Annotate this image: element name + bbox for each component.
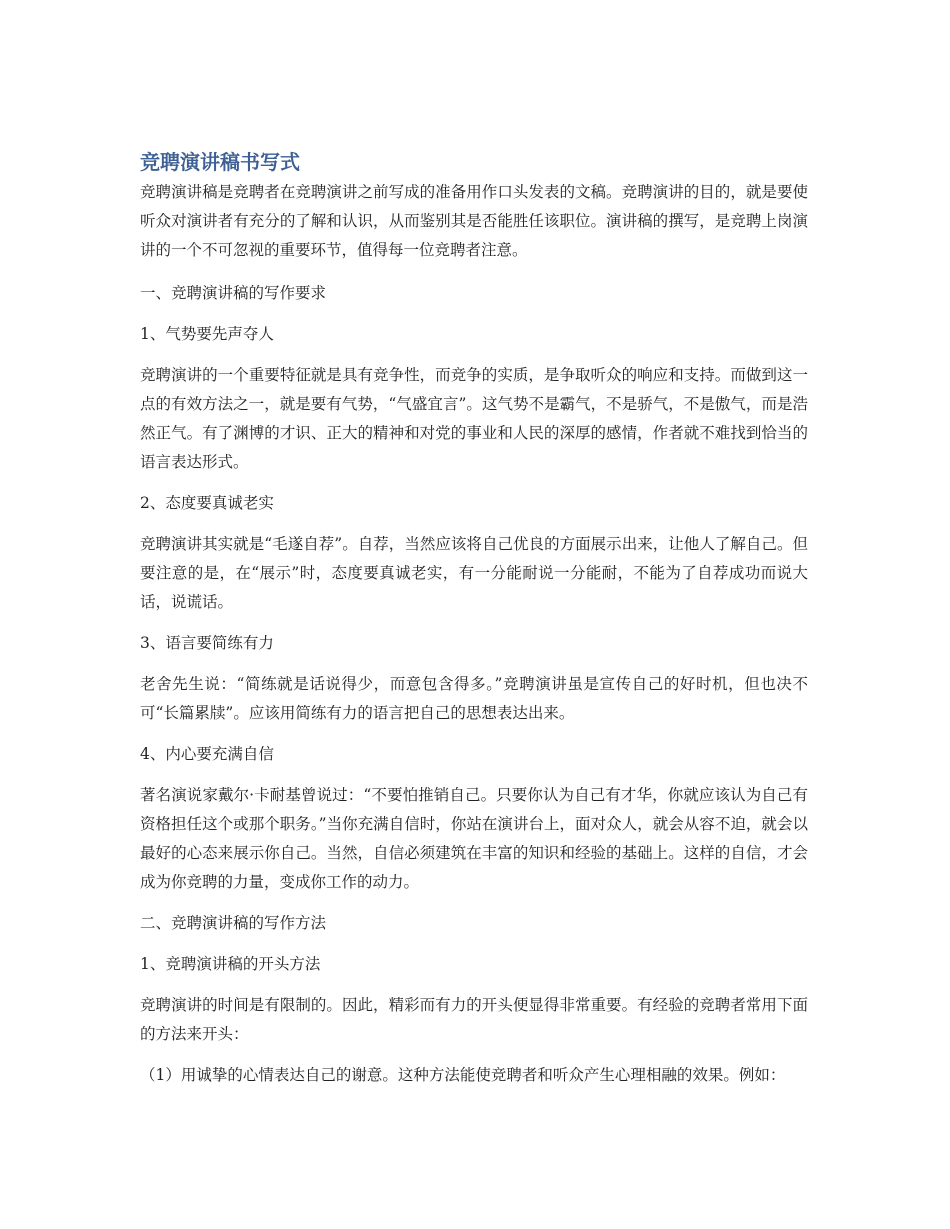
requirement-1-body: 竞聘演讲的一个重要特征就是具有竞争性，而竞争的实质，是争取听众的响应和支持。而做到这一点的有效方法之一，就是要有气势，“气盛宜言”。这气势不是霸气，不是骄气，不是傲气，而是浩然正气。有了渊博的才识、正大的精神和对党的事业和人民的深厚的感情，作者就不难找到恰当的语言表达形式。 [140,366,808,471]
section-2-heading: 二、竞聘演讲稿的写作方法 [140,914,327,932]
document-page [140,148,808,1102]
intro-paragraph: 竞聘演讲稿是竞聘者在竞聘演讲之前写成的准备用作口头发表的文稿。竞聘演讲的目的，就是要使听众对演讲者有充分的了解和认识，从而鉴别其是否能胜任该职位。演讲稿的撰写，是竞聘上岗演讲的一个不可忽视的重要环节，值得每一位竞聘者注意。 [140,183,808,259]
requirement-2-body: 竞聘演讲其实就是“毛遂自荐”。自荐，当然应该将自己优良的方面展示出来，让他人了解自己。但要注意的是，在“展示”时，态度要真诚老实，有一分能耐说一分能耐，不能为了自荐成功而说大话，说谎话。 [140,535,808,611]
opening-method-point-1: （1）用诚挚的心情表达自己的谢意。这种方法能使竞聘者和听众产生心理相融的效果。例如： [140,1066,786,1084]
opening-method-body: 竞聘演讲的时间是有限制的。因此，精彩而有力的开头便显得非常重要。有经验的竞聘者常用下面的方法来开头： [140,996,808,1043]
requirement-3-heading: 3、语言要简练有力 [140,634,274,652]
requirement-3-body: 老舍先生说：“简练就是话说得少，而意包含得多。”竞聘演讲虽是宣传自己的好时机，但也决不可“长篇累牍”。应该用简练有力的语言把自己的思想表达出来。 [140,675,808,722]
requirement-2-heading: 2、态度要真诚老实 [140,494,274,512]
opening-method-heading: 1、竞聘演讲稿的开头方法 [140,955,321,973]
requirement-4-body: 著名演说家戴尔·卡耐基曾说过：“不要怕推销自己。只要你认为自己有才华，你就应该认为自己有资格担任这个或那个职务。”当你充满自信时，你站在演讲台上，面对众人，就会从容不迫，就会以最好的心态来展示你自己。当然，自信必须建筑在丰富的知识和经验的基础上。这样的自信，才会成为你竞聘的力量，变成你工作的动力。 [140,786,808,891]
section-1-heading: 一、竞聘演讲稿的写作要求 [140,284,327,302]
requirement-1-heading: 1、气势要先声夺人 [140,325,274,343]
requirement-4-heading: 4、内心要充满自信 [140,745,274,763]
document-title: 竞聘演讲稿书写式 [140,150,300,174]
